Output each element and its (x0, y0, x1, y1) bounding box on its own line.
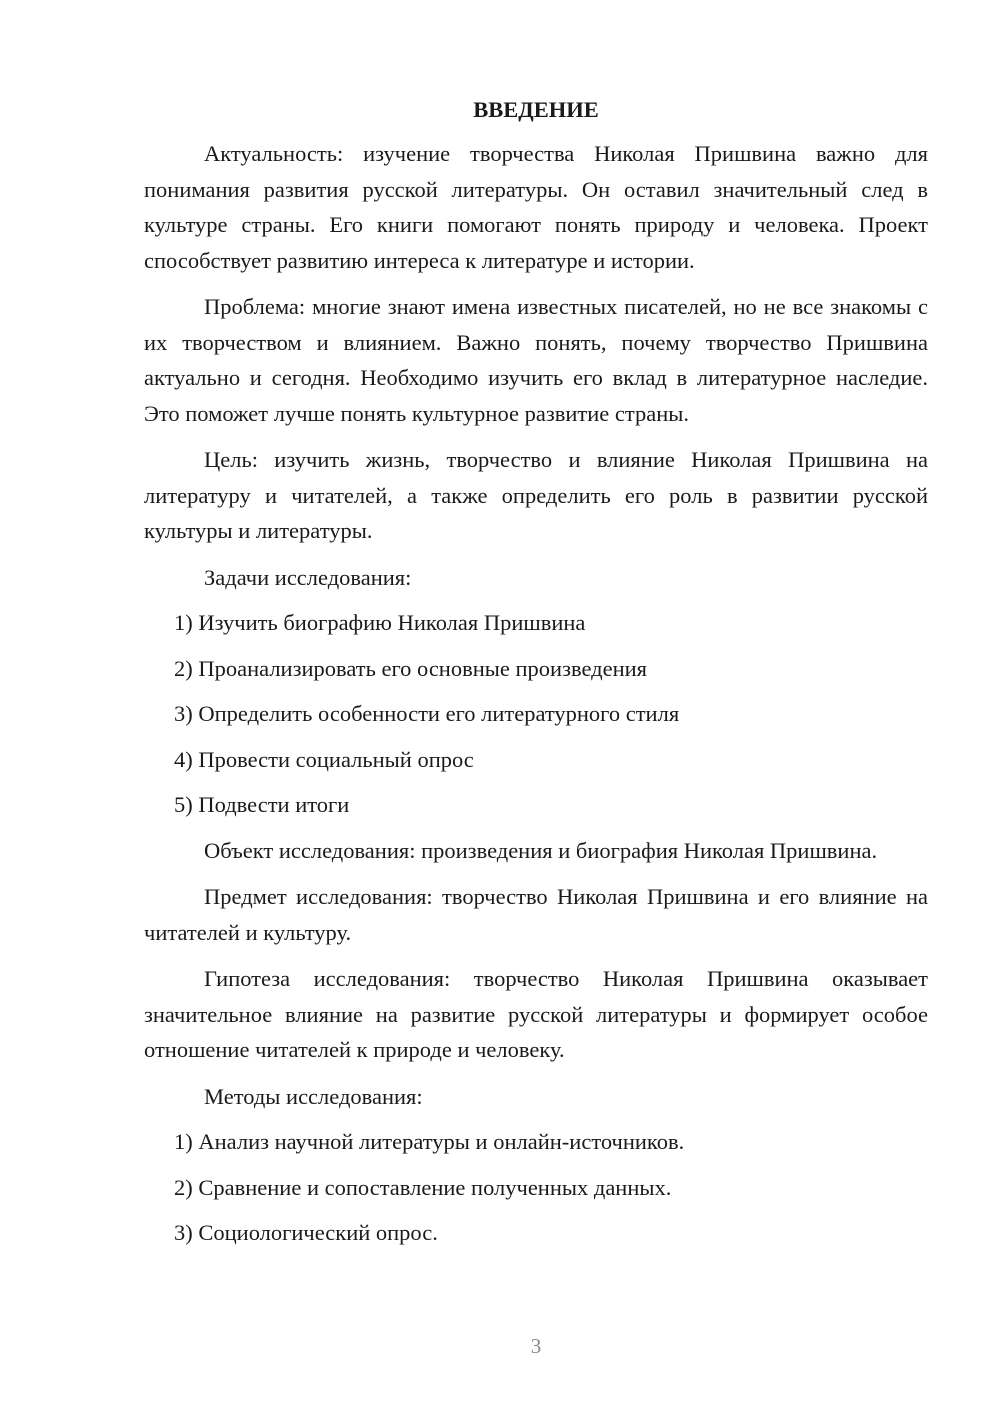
task-item: 5) Подвести итоги (174, 792, 350, 817)
tasks-label: Задачи исследования: (204, 564, 412, 590)
object-paragraph: Объект исследования: произведения и биография Николая Пришвина. (204, 837, 878, 863)
task-item: 2) Проанализировать его основные произведения (174, 655, 648, 681)
page-content (144, 92, 928, 1261)
task-item: 3) Определить особенности его литературного стиля (174, 701, 680, 726)
method-item: 3) Социологический опрос. (174, 1220, 438, 1245)
problem-paragraph: Проблема: многие знают имена известных писателей, но не все знакомы с их творчеством и влиянием. Важно понять, почему творчество Пришвина актуально и сегодня. Необходимо изучить его вклад в литературное наследие. Это поможет лучше понять культурное развитие страны. (144, 294, 928, 426)
page-number: 3 (530, 1334, 542, 1358)
task-item: 1) Изучить биографию Николая Пришвина (174, 610, 586, 635)
goal-paragraph: Цель: изучить жизнь, творчество и влияние Николая Пришвина на литературу и читателей, а также определить его роль в развитии русской культуры и литературы. (144, 447, 928, 543)
method-item: 2) Сравнение и сопоставление полученных данных. (174, 1174, 672, 1200)
task-item: 4) Провести социальный опрос (174, 746, 474, 772)
subject-paragraph: Предмет исследования: творчество Николая Пришвина и его влияние на читателей и культуру. (144, 884, 928, 945)
methods-label: Методы исследования: (204, 1083, 423, 1109)
section-title: ВВЕДЕНИЕ (473, 97, 599, 122)
method-item: 1) Анализ научной литературы и онлайн-источников. (174, 1129, 685, 1154)
relevance-paragraph: Актуальность: изучение творчества Николая Пришвина важно для понимания развития русской литературы. Он оставил значительный след в культуре страны. Его книги помогают понять природу и человека. Проект способствует развитию интереса к литературе и истории. (144, 141, 928, 273)
hypothesis-paragraph: Гипотеза исследования: творчество Николая Пришвина оказывает значительное влияние на развитие русской литературы и формирует особое отношение читателей к природе и человеку. (144, 966, 928, 1062)
